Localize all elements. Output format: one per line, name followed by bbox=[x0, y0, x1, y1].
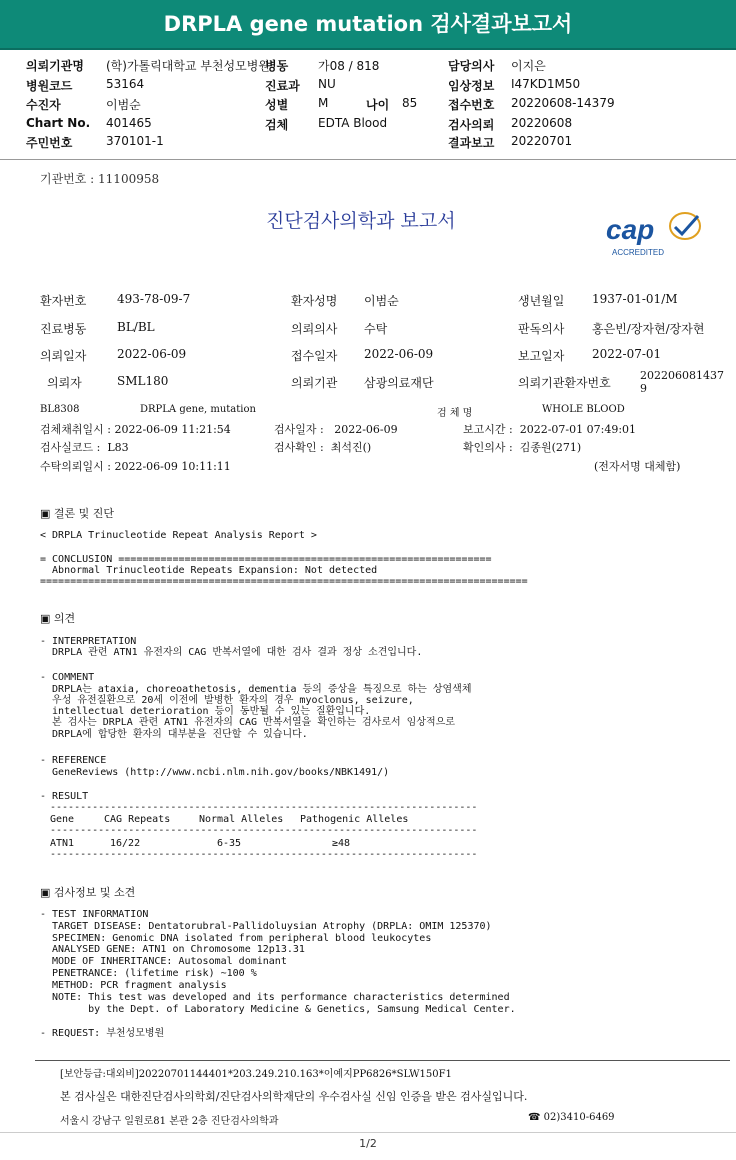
info-label-hospital-code: 병원코드 bbox=[26, 79, 73, 93]
reference-text: GeneReviews (http://www.ncbi.nlm.nih.gov/books/NBK1491/) bbox=[40, 767, 390, 778]
info-value-rrn: 370101-1 bbox=[106, 134, 164, 148]
info-label-department: 진료과 bbox=[265, 79, 300, 93]
patient-value-ward: BL/BL bbox=[117, 320, 155, 334]
patient-value-birth: 1937-01-01/M bbox=[592, 292, 678, 306]
header-underline bbox=[0, 48, 736, 50]
patient-label-id: 환자번호 bbox=[40, 294, 87, 308]
conclusion-rule-top: = CONCLUSION ============================================================== bbox=[40, 554, 492, 565]
comment-line-2: 우성 유전질환으로 20세 이전에 발병한 환자의 경우 myoclonus, seizure, bbox=[40, 695, 414, 706]
info-value-clinical: I47KD1M50 bbox=[511, 77, 581, 91]
result-col-pathogenic: Pathogenic Alleles bbox=[300, 814, 409, 825]
report-time: 보고시간 : 2022-07-01 07:49:01 bbox=[463, 423, 637, 436]
comment-line-3: intellectual deterioration 등이 동반될 수 있는 질환입니다. bbox=[40, 706, 371, 717]
e-signature-note: (전자서명 대체함) bbox=[594, 460, 681, 473]
verify-doctor: 확인의사 : 김종원(271) bbox=[463, 441, 582, 454]
patient-label-req-agency: 의뢰기관 bbox=[291, 376, 338, 390]
section-opinion-header: ▣ 의견 bbox=[40, 612, 76, 625]
info-value-receipt: 20220608-14379 bbox=[511, 96, 615, 110]
report-main-title: DRPLA gene mutation 검사결과보고서 bbox=[163, 12, 573, 36]
info-label-rrn: 주민번호 bbox=[26, 136, 73, 150]
info-label-request: 검사의뢰 bbox=[448, 118, 495, 132]
info-value-age: 85 bbox=[402, 96, 418, 110]
collect-datetime: 검체채취일시 : 2022-06-09 11:21:54 bbox=[40, 423, 231, 436]
testinfo-line-9: by the Dept. of Laboratory Medicine & Genetics, Samsung Medical Center. bbox=[40, 1004, 516, 1015]
patient-label-report-date: 보고일자 bbox=[518, 349, 565, 363]
testinfo-line-5: MODE OF INHERITANCE: Autosomal dominant bbox=[40, 956, 287, 967]
test-name: DRPLA gene, mutation bbox=[140, 404, 256, 415]
result-col-cag: CAG Repeats bbox=[104, 814, 171, 825]
info-value-chart: 401465 bbox=[106, 116, 152, 130]
patient-label-requester: 의뢰자 bbox=[47, 376, 82, 390]
info-label-sex: 성별 bbox=[265, 98, 289, 112]
patient-label-ward: 진료병동 bbox=[40, 322, 87, 336]
result-col-gene: Gene bbox=[50, 814, 75, 825]
patient-value-rcv-date: 2022-06-09 bbox=[364, 347, 434, 361]
info-value-ward: 가08 / 818 bbox=[318, 59, 380, 73]
info-label-ward: 병동 bbox=[265, 59, 289, 73]
specimen-label: 검 체 명 bbox=[437, 408, 473, 419]
testinfo-line-6: PENETRANCE: (lifetime risk) ~100 % bbox=[40, 968, 257, 979]
result-rule-bottom: ----------------------------------------------------------------------- bbox=[50, 849, 478, 860]
info-value-department: NU bbox=[318, 77, 336, 91]
security-line: [보안등급:대외비]20220701144401*203.249.210.163*이예지PP6826*SLW150F1 bbox=[60, 1069, 452, 1080]
cap-check-icon bbox=[668, 210, 702, 242]
patient-value-req-date: 2022-06-09 bbox=[117, 347, 187, 361]
patient-value-req-agency: 삼광의료재단 bbox=[364, 376, 434, 390]
testinfo-line-2: TARGET DISEASE: Dentatorubral-Pallidoluysian Atrophy (DRPLA: OMIM 125370) bbox=[40, 921, 492, 932]
page-separator bbox=[0, 1132, 736, 1133]
info-value-doctor: 이지은 bbox=[511, 59, 546, 73]
patient-value-agency-pid: 202206081437 9 bbox=[640, 369, 724, 395]
patient-value-name: 이범순 bbox=[364, 294, 399, 308]
conclusion-rule-bottom: ================================================================================= bbox=[40, 576, 528, 587]
result-header: - RESULT bbox=[40, 791, 89, 802]
testinfo-line-4: ANALYSED GENE: ATN1 on Chromosome 12p13.31 bbox=[40, 944, 305, 955]
info-value-hospital-code: 53164 bbox=[106, 77, 145, 91]
comment-line-1: DRPLA는 ataxia, choreoathetosis, dementia 등의 증상을 특징으로 하는 상염색체 bbox=[40, 684, 472, 695]
comment-line-5: DRPLA에 합당한 환자의 대부분을 진단할 수 있습니다. bbox=[40, 729, 308, 740]
info-value-specimen: EDTA Blood bbox=[318, 116, 388, 130]
info-label-patient: 수진자 bbox=[26, 98, 61, 112]
info-separator bbox=[0, 159, 736, 160]
patient-label-req-date: 의뢰일자 bbox=[40, 349, 87, 363]
info-label-receipt: 접수번호 bbox=[448, 98, 495, 112]
page-number: 1/2 bbox=[359, 1137, 377, 1150]
lab-address: 서울시 강남구 일원로81 본관 2층 진단검사의학과 bbox=[60, 1116, 279, 1127]
section-testinfo-header: ▣ 검사정보 및 소견 bbox=[40, 886, 136, 899]
exam-confirm: 검사확인 : 최석진() bbox=[274, 441, 372, 454]
testinfo-line-8: NOTE: This test was developed and its performance characteristics determined bbox=[40, 992, 510, 1003]
testinfo-line-1: - TEST INFORMATION bbox=[40, 909, 149, 920]
test-code: BL8308 bbox=[40, 404, 80, 415]
result-cell-normal: 6-35 bbox=[217, 838, 242, 849]
comment-line-4: 본 검사는 DRPLA 관련 ATN1 유전자의 CAG 반복서열을 확인하는 검사로서 임상적으로 bbox=[40, 717, 455, 728]
patient-value-requester: SML180 bbox=[117, 374, 169, 388]
patient-label-agency-pid: 의뢰기관환자번호 bbox=[518, 376, 611, 390]
info-value-sex: M bbox=[318, 96, 329, 110]
specimen-name: WHOLE BLOOD bbox=[542, 404, 625, 415]
section-conclusion-header: ▣ 결론 및 진단 bbox=[40, 507, 115, 520]
report-name: < DRPLA Trinucleotide Repeat Analysis Report > bbox=[40, 530, 317, 541]
cap-accredited-text: ACCREDITED bbox=[612, 248, 665, 257]
report-title: 진단검사의학과 보고서 bbox=[266, 210, 456, 232]
cap-logo bbox=[606, 210, 704, 262]
patient-label-req-doctor: 의뢰의사 bbox=[291, 322, 338, 336]
result-rule-mid: ----------------------------------------------------------------------- bbox=[50, 825, 478, 836]
patient-value-id: 493-78-09-7 bbox=[117, 292, 191, 306]
testinfo-line-7: METHOD: PCR fragment analysis bbox=[40, 980, 227, 991]
comment-header: - COMMENT bbox=[40, 672, 95, 683]
result-rule-top: ----------------------------------------------------------------------- bbox=[50, 802, 478, 813]
info-label-agency: 의뢰기관명 bbox=[26, 59, 84, 73]
interpretation-text: DRPLA 관련 ATN1 유전자의 CAG 반복서열에 대한 검사 결과 정상 소견입니다. bbox=[40, 647, 423, 658]
info-value-result-report: 20220701 bbox=[511, 134, 573, 148]
interpretation-header: - INTERPRETATION bbox=[40, 636, 137, 647]
result-cell-cag: 16/22 bbox=[110, 838, 141, 849]
patient-value-reader: 홍은빈/장자현/장자현 bbox=[592, 322, 705, 336]
cap-logo-word: cap bbox=[606, 214, 655, 245]
info-label-doctor: 담당의사 bbox=[448, 59, 495, 73]
reference-header: - REFERENCE bbox=[40, 755, 107, 766]
patient-label-rcv-date: 접수일자 bbox=[291, 349, 338, 363]
result-cell-gene: ATN1 bbox=[50, 838, 75, 849]
lab-phone: ☎ 02)3410-6469 bbox=[528, 1112, 615, 1123]
agency-number: 기관번호 : 11100958 bbox=[40, 172, 160, 186]
info-value-patient: 이범순 bbox=[106, 98, 141, 112]
request-line: - REQUEST: 부천성모병원 bbox=[40, 1028, 165, 1039]
exam-date: 검사일자 : 2022-06-09 bbox=[274, 423, 398, 436]
info-label-specimen: 검체 bbox=[265, 118, 289, 132]
certification-note: 본 검사실은 대한진단검사의학회/진단검사의학재단의 우수검사실 신임 인증을 받은 검사실입니다. bbox=[60, 1090, 528, 1103]
result-cell-pathogenic: ≥48 bbox=[332, 838, 351, 849]
result-col-normal: Normal Alleles bbox=[199, 814, 284, 825]
info-label-age: 나이 bbox=[366, 98, 390, 112]
testinfo-line-3: SPECIMEN: Genomic DNA isolated from peripheral blood leukocytes bbox=[40, 933, 432, 944]
info-label-result-report: 결과보고 bbox=[448, 136, 495, 150]
patient-value-report-date: 2022-07-01 bbox=[592, 347, 662, 361]
patient-label-name: 환자성명 bbox=[291, 294, 338, 308]
lab-code: 검사실코드 : L83 bbox=[40, 441, 129, 454]
info-value-request: 20220608 bbox=[511, 116, 573, 130]
patient-label-birth: 생년월일 bbox=[518, 294, 565, 308]
info-label-clinical: 임상정보 bbox=[448, 79, 495, 93]
info-value-agency: (학)가톨릭대학교 부천성모병원 bbox=[106, 59, 270, 73]
patient-label-reader: 판독의사 bbox=[518, 322, 565, 336]
info-label-chart: Chart No. bbox=[26, 116, 91, 130]
patient-value-req-doctor: 수탁 bbox=[364, 322, 388, 336]
request-datetime: 수탁의뢰일시 : 2022-06-09 10:11:11 bbox=[40, 460, 231, 473]
conclusion-text: Abnormal Trinucleotide Repeats Expansion: Not detected bbox=[40, 565, 378, 576]
